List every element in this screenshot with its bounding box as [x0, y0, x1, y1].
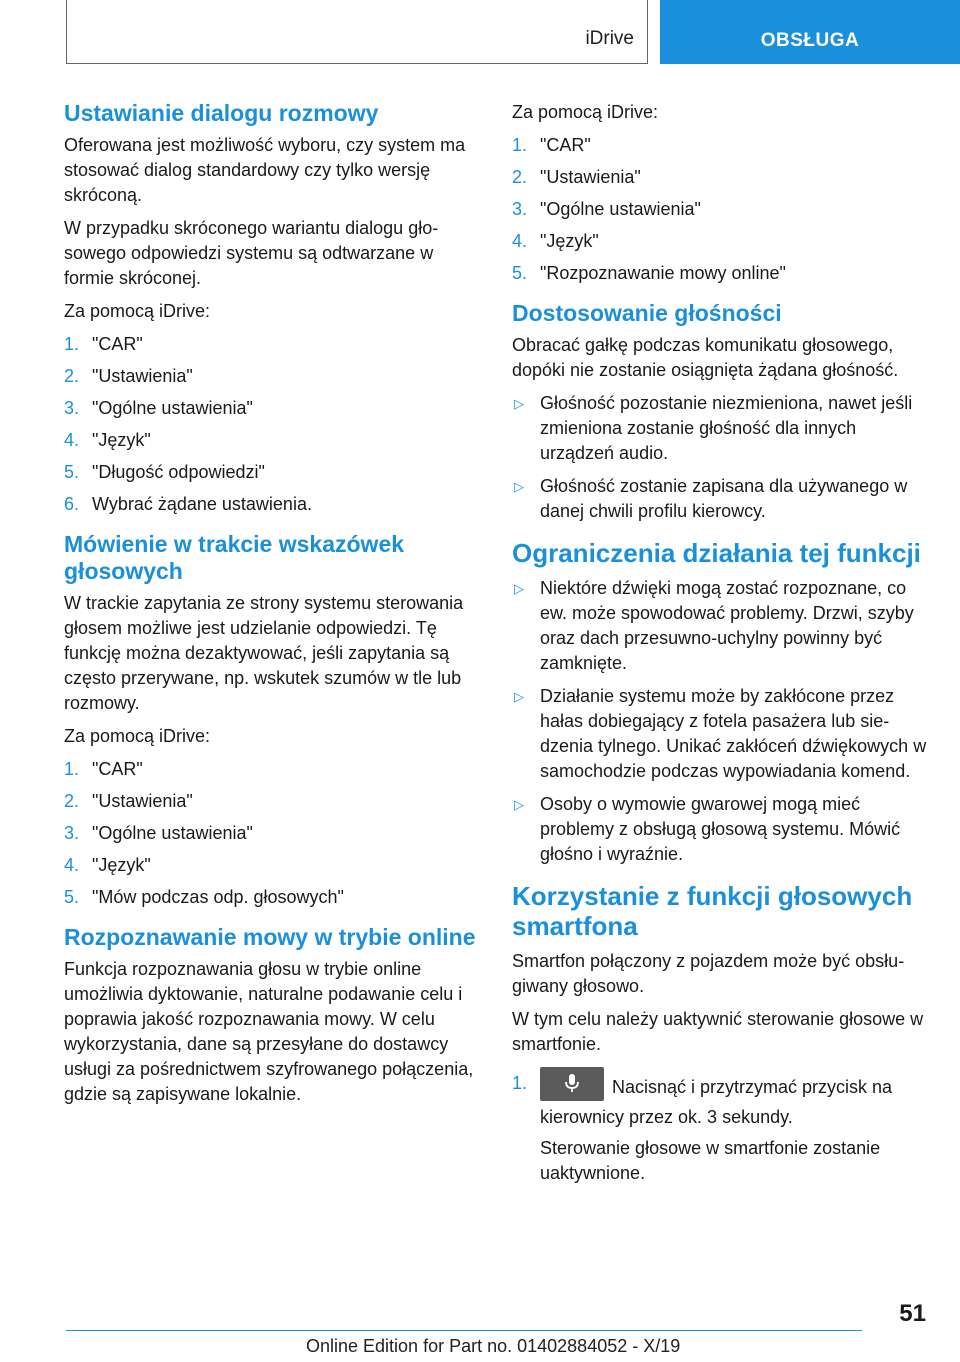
footer-edition: Online Edition for Part no. 01402884052 - X/19	[306, 1336, 681, 1356]
triangle-bullet-icon: ▷	[514, 581, 524, 596]
list-item: 3. "Ogólne ustawienia"	[512, 199, 701, 219]
page-number: 51	[899, 1300, 926, 1327]
list-item: 2. "Ustawienia"	[64, 791, 193, 811]
header-section-title: iDrive	[585, 28, 634, 49]
list-item: 1. "CAR"	[512, 135, 591, 155]
triangle-bullet-icon: ▷	[514, 479, 524, 494]
steps-list	[512, 1071, 930, 1130]
steps-list	[64, 332, 482, 517]
paragraph: W tym celu należy uaktywnić sterowanie głosowe w smartfonie.	[512, 1009, 924, 1054]
steps-intro: Za pomocą iDrive:	[64, 301, 211, 321]
bullet-list	[512, 576, 930, 867]
microphone-icon	[564, 1073, 580, 1095]
step-note: Sterowanie głosowe w smartfonie zostanie uaktywnione.	[540, 1138, 881, 1183]
section-heading-large: Ograniczenia działania tej funkcji	[512, 538, 921, 568]
paragraph: Smartfon połączony z pojazdem może być obsługiwany głosowo.	[512, 951, 905, 996]
list-item: 4. "Język"	[64, 430, 151, 450]
header-chapter-tab	[660, 0, 960, 64]
paragraph: Obracać gałkę podczas komunikatu głosowego, dopóki nie zostanie osiągnięta żądana głośność.	[512, 335, 899, 380]
triangle-bullet-icon: ▷	[514, 396, 524, 411]
list-item: ▷ Niektóre dźwięki mogą zostać rozpoznane, co ew. może spowodować problemy. Drzwi, szyby oraz dach przesuwno-uchylny powinny być zamknięte.	[514, 578, 914, 673]
list-item: ▷ Osoby o wymowie gwarowej mogą mieć problemy z obsługą głosową systemu. Mówić głośno i wyraźnie.	[514, 794, 901, 864]
steps-intro: Za pomocą iDrive:	[64, 726, 211, 746]
steps-list	[64, 757, 482, 910]
steps-intro: Za pomocą iDrive:	[512, 102, 659, 122]
list-item: 3. "Ogólne ustawienia"	[64, 398, 253, 418]
list-item: 1. "CAR"	[64, 759, 143, 779]
list-item: 4. "Język"	[512, 231, 599, 251]
footer-divider	[66, 1330, 862, 1331]
section-heading: Ustawianie dialogu rozmowy	[64, 100, 379, 126]
paragraph: Oferowana jest możliwość wyboru, czy system ma stosować dialog standardowy czy tylko wersję skróconą.	[64, 135, 466, 205]
bullet-list	[512, 391, 930, 524]
list-item: 2. "Ustawienia"	[512, 167, 641, 187]
list-item: 4. "Język"	[64, 855, 151, 875]
triangle-bullet-icon: ▷	[514, 797, 524, 812]
list-item: 5. "Mów podczas odp. głosowych"	[64, 887, 344, 907]
triangle-bullet-icon: ▷	[514, 689, 524, 704]
section-heading: Mówienie w trakcie wskazówek głosowych	[64, 531, 405, 584]
paragraph: W trackie zapytania ze strony systemu sterowania głosem możliwe jest udzielanie odpowiedzi. Tę funkcję można dezaktywować, jeśli zapytania są często przerywane, np. wskutek szumów w tle lub rozmowy.	[64, 593, 464, 713]
paragraph: Funkcja rozpoznawania głosu w trybie online umożliwia dyktowanie, naturalne podawanie celu i poprawia jakość rozpoznawania mowy. W celu wykorzystania, dane są przesyłane do dostawcy usługi za pośrednictwem szyfrowanego połączenia, gdzie są zapisywane lokalnie.	[64, 959, 474, 1104]
list-item: ▷ Działanie systemu może by zakłócone przez hałas dobiegający z fotela pasażera lub siedzenia tylnego. Unikać zakłóceń dźwiękowych w samochodzie podczas wypowiadania komend.	[514, 686, 927, 781]
list-item: 1. "CAR"	[64, 334, 143, 354]
voice-button-icon	[540, 1067, 604, 1101]
list-item: ▷ Głośność zostanie zapisana dla używanego w danej chwili profilu kierowcy.	[514, 476, 908, 521]
section-heading: Dostosowanie głośności	[512, 300, 782, 326]
list-item: 2. "Ustawienia"	[64, 366, 193, 386]
list-item: 1. Nacisnąć i przytrzymać przycisk na kierownicy przez ok. 3 sekundy.	[512, 1071, 930, 1130]
list-item: 5. "Rozpoznawanie mowy online"	[512, 263, 786, 283]
list-item: ▷ Głośność pozostanie niezmieniona, nawet jeśli zmieniona zostanie głośność dla innych urządzeń audio.	[514, 393, 913, 463]
right-column	[512, 100, 930, 1194]
chapter-label: OBSŁUGA	[760, 30, 860, 51]
section-heading: Rozpoznawanie mowy w trybie online	[64, 924, 476, 950]
list-item: 6. Wybrać żądane ustawienia.	[64, 494, 312, 514]
paragraph: W przypadku skróconego wariantu dialogu głosowego odpowiedzi systemu są odtwarzane w formie skróconej.	[64, 218, 439, 288]
list-item: 5. "Długość odpowiedzi"	[64, 462, 265, 482]
list-item: 3. "Ogólne ustawienia"	[64, 823, 253, 843]
steps-list	[512, 133, 930, 286]
left-column	[64, 100, 482, 1115]
section-heading-large: Korzystanie z funkcji głosowych smartfona	[512, 881, 913, 941]
header-frame	[66, 0, 648, 64]
